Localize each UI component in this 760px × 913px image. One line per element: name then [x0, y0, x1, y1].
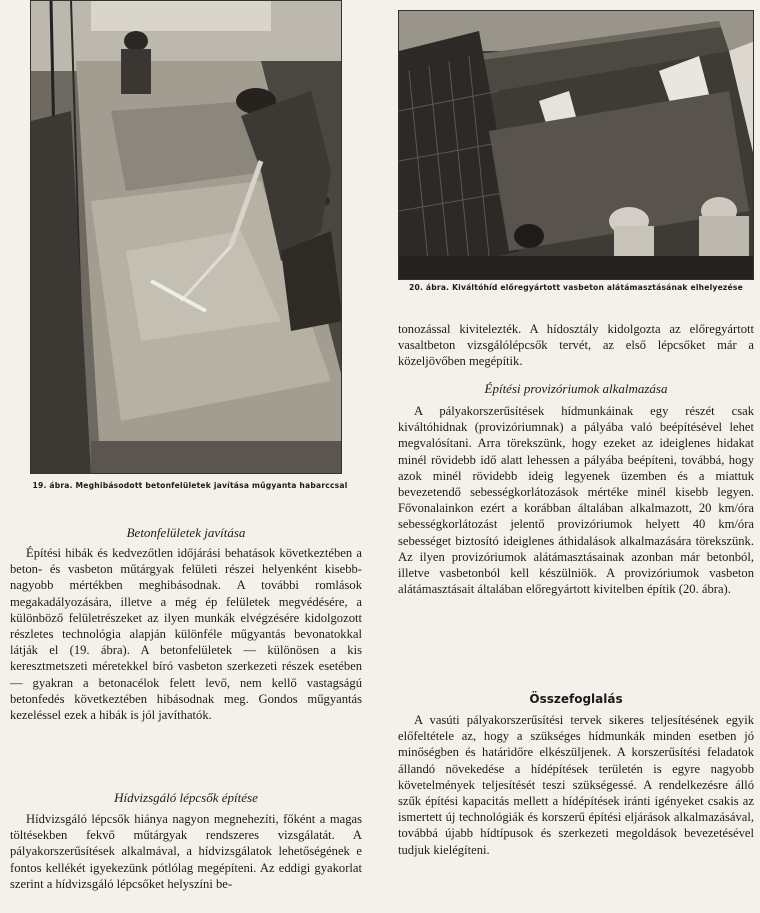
figure-19-photo [30, 0, 342, 474]
paragraph-hidvizsgalo: Hídvizsgáló lépcsők hiánya nagyon megnehezíti, főként a magas töltésekben fekvő műtárgyak rendszeres vizsgálatát. A pályakorszerűsítések alkalmával, a hídvizsgálatok lehetőségének e fontos kellékét igyekezünk pótlólag megépíteni. Az eddigi gyakorlat szerint a hídvizsgáló lépcsőket helyszíni be- [10, 812, 362, 891]
section-title-betonfeluletek: Betonfelületek javítása [126, 525, 246, 540]
paragraph-betonfeluletek: Építési hibák és kedvezőtlen időjárási behatások következtében a beton- és vasbeton műtárgyak felületi részei helyenként kisebb-nagyobb mértékben meghibásodnak. A további romlások megakadályozására, illetve a még ép felületek megvédésére, a különböző felületrészeket az ilyen munkák elvégzésére kidolgozott részletes technológia alapján különféle műgyantás bevonatokkal látják el (19. ábra). A betonfelületek — különösen a kis keresztmetszeti méretekkel bíró vasbeton szerkezeti részek esetében — gyakran a betonacélok felett levő, nem kellő vastagságú betonfedés következtében hibásodnak meg. Gondos műgyantás kezeléssel ezek a hibák is jól javíthatók. [10, 546, 362, 723]
paragraph-osszefoglalas: A vasúti pályakorszerűsítési tervek sikeres teljesítésének egyik előfeltétele az, hogy a szükséges hídmunkák minden esetben jó minőségben és határidőre elkészüljenek. A korszerűsítési feladatok állandó növekedése a hídépítések területén is egyre nagyobb követelmények teljesítését teszi szükségessé. A rendelkezésre álló szűk építési kapacitás mellett a hídépítések iránti igényeket csakis az ismertett új technológiák és korszerű építési eljárások alkalmazásával, továbbá újabb hídtípusok és szerkezeti megoldások bevezetésével tudjuk kielégíteni. [398, 713, 754, 857]
section-title-provizoriumok: Építési provizóriumok alkalmazása [484, 381, 668, 396]
section-title-osszefoglalas: Összefoglalás [529, 692, 623, 706]
figure-20-photo [398, 10, 754, 280]
figure-20-caption: 20. ábra. Kiváltóhíd előregyártott vasbeton alátámasztásának elhelyezése [409, 283, 743, 292]
figure-19-caption: 19. ábra. Meghibásodott betonfelületek javítása műgyanta habarccsal [32, 481, 348, 490]
section-title-hidvizsgalo: Hídvizsgáló lépcsők építése [114, 790, 258, 805]
paragraph-provizoriumok: A pályakorszerűsítések hídmunkáinak egy részét csak kiváltóhidnak (provizóriumnak) a pályába való beépítésével lehet megvalósítani. Arra törekszünk, hogy ezeket az ideiglenes hidakat minél rövidebb idő alatt lehessen a pályába beépíteni, továbbá, hogy azok minél rövidebb ideig legyenek üzemben és a miattuk bevezetendő sebességkorlátozások mértéke minél kisebb legyen. Fővonalainkon ezért a korábban általában alkalmazott, 20 km/óra sebességkorlátozást jelentő provizóriumok helyett 40 km/óra sebességet biztosító ideiglenes áthidalások alkalmazására törekszünk. Az ilyen provizóriumok alátámasztásainak azonban már betonból, illetve vasbetonból kell készülniök. A provizóriumok vasbeton alátámasztásait általában előregyártott kivitelben építik (20. ábra). [398, 404, 754, 597]
paragraph-continuation: tonozással kivitelezték. A hídosztály kidolgozta az előregyártott vasaltbeton vizsgálólépcsők tervét, az első lépcsőket már a közeljövőben megépítik. [398, 322, 754, 369]
